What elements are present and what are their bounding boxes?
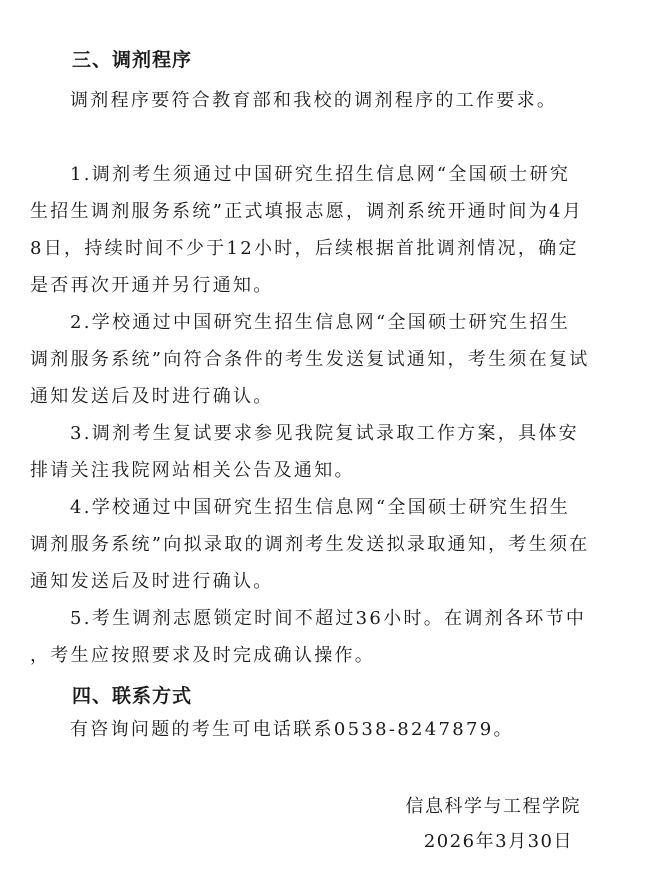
- paragraph-intro: 调剂程序要符合教育部和我校的调剂程序的工作要求。: [70, 90, 558, 111]
- section-heading-contact: 四、联系方式: [72, 685, 193, 707]
- paragraph-contact: 有咨询问题的考生可电话联系0538-8247879。: [70, 719, 514, 740]
- signature-organization: 信息科学与工程学院: [405, 796, 581, 817]
- signature-date: 2026年3月30日: [423, 831, 573, 852]
- paragraph-item-3: 3.调剂考生复试要求参见我院复试录取工作方案，具体安排请关注我院网站相关公告及通知。: [30, 423, 579, 481]
- section-heading-procedure: 三、调剂程序: [72, 49, 193, 71]
- paragraph-item-1: 1.调剂考生须通过中国研究生招生信息网“全国硕士研究生招生调剂服务系统”正式填报志愿，调剂系统开通时间为4月8日，持续时间不少于12小时，后续根据首批调剂情况，确定是否再次开通并另行通知。: [30, 164, 584, 296]
- paragraph-item-5: 5.考生调剂志愿锁定时间不超过36小时。在调剂各环节中，考生应按照要求及时完成确认操作。: [30, 608, 587, 666]
- paragraph-item-4: 4.学校通过中国研究生招生信息网“全国硕士研究生招生调剂服务系统”向拟录取的调剂考生发送拟录取通知，考生须在通知发送后及时进行确认。: [30, 497, 590, 592]
- paragraph-item-2: 2.学校通过中国研究生招生信息网“全国硕士研究生招生调剂服务系统”向符合条件的考生发送复试通知，考生须在复试通知发送后及时进行确认。: [30, 312, 590, 407]
